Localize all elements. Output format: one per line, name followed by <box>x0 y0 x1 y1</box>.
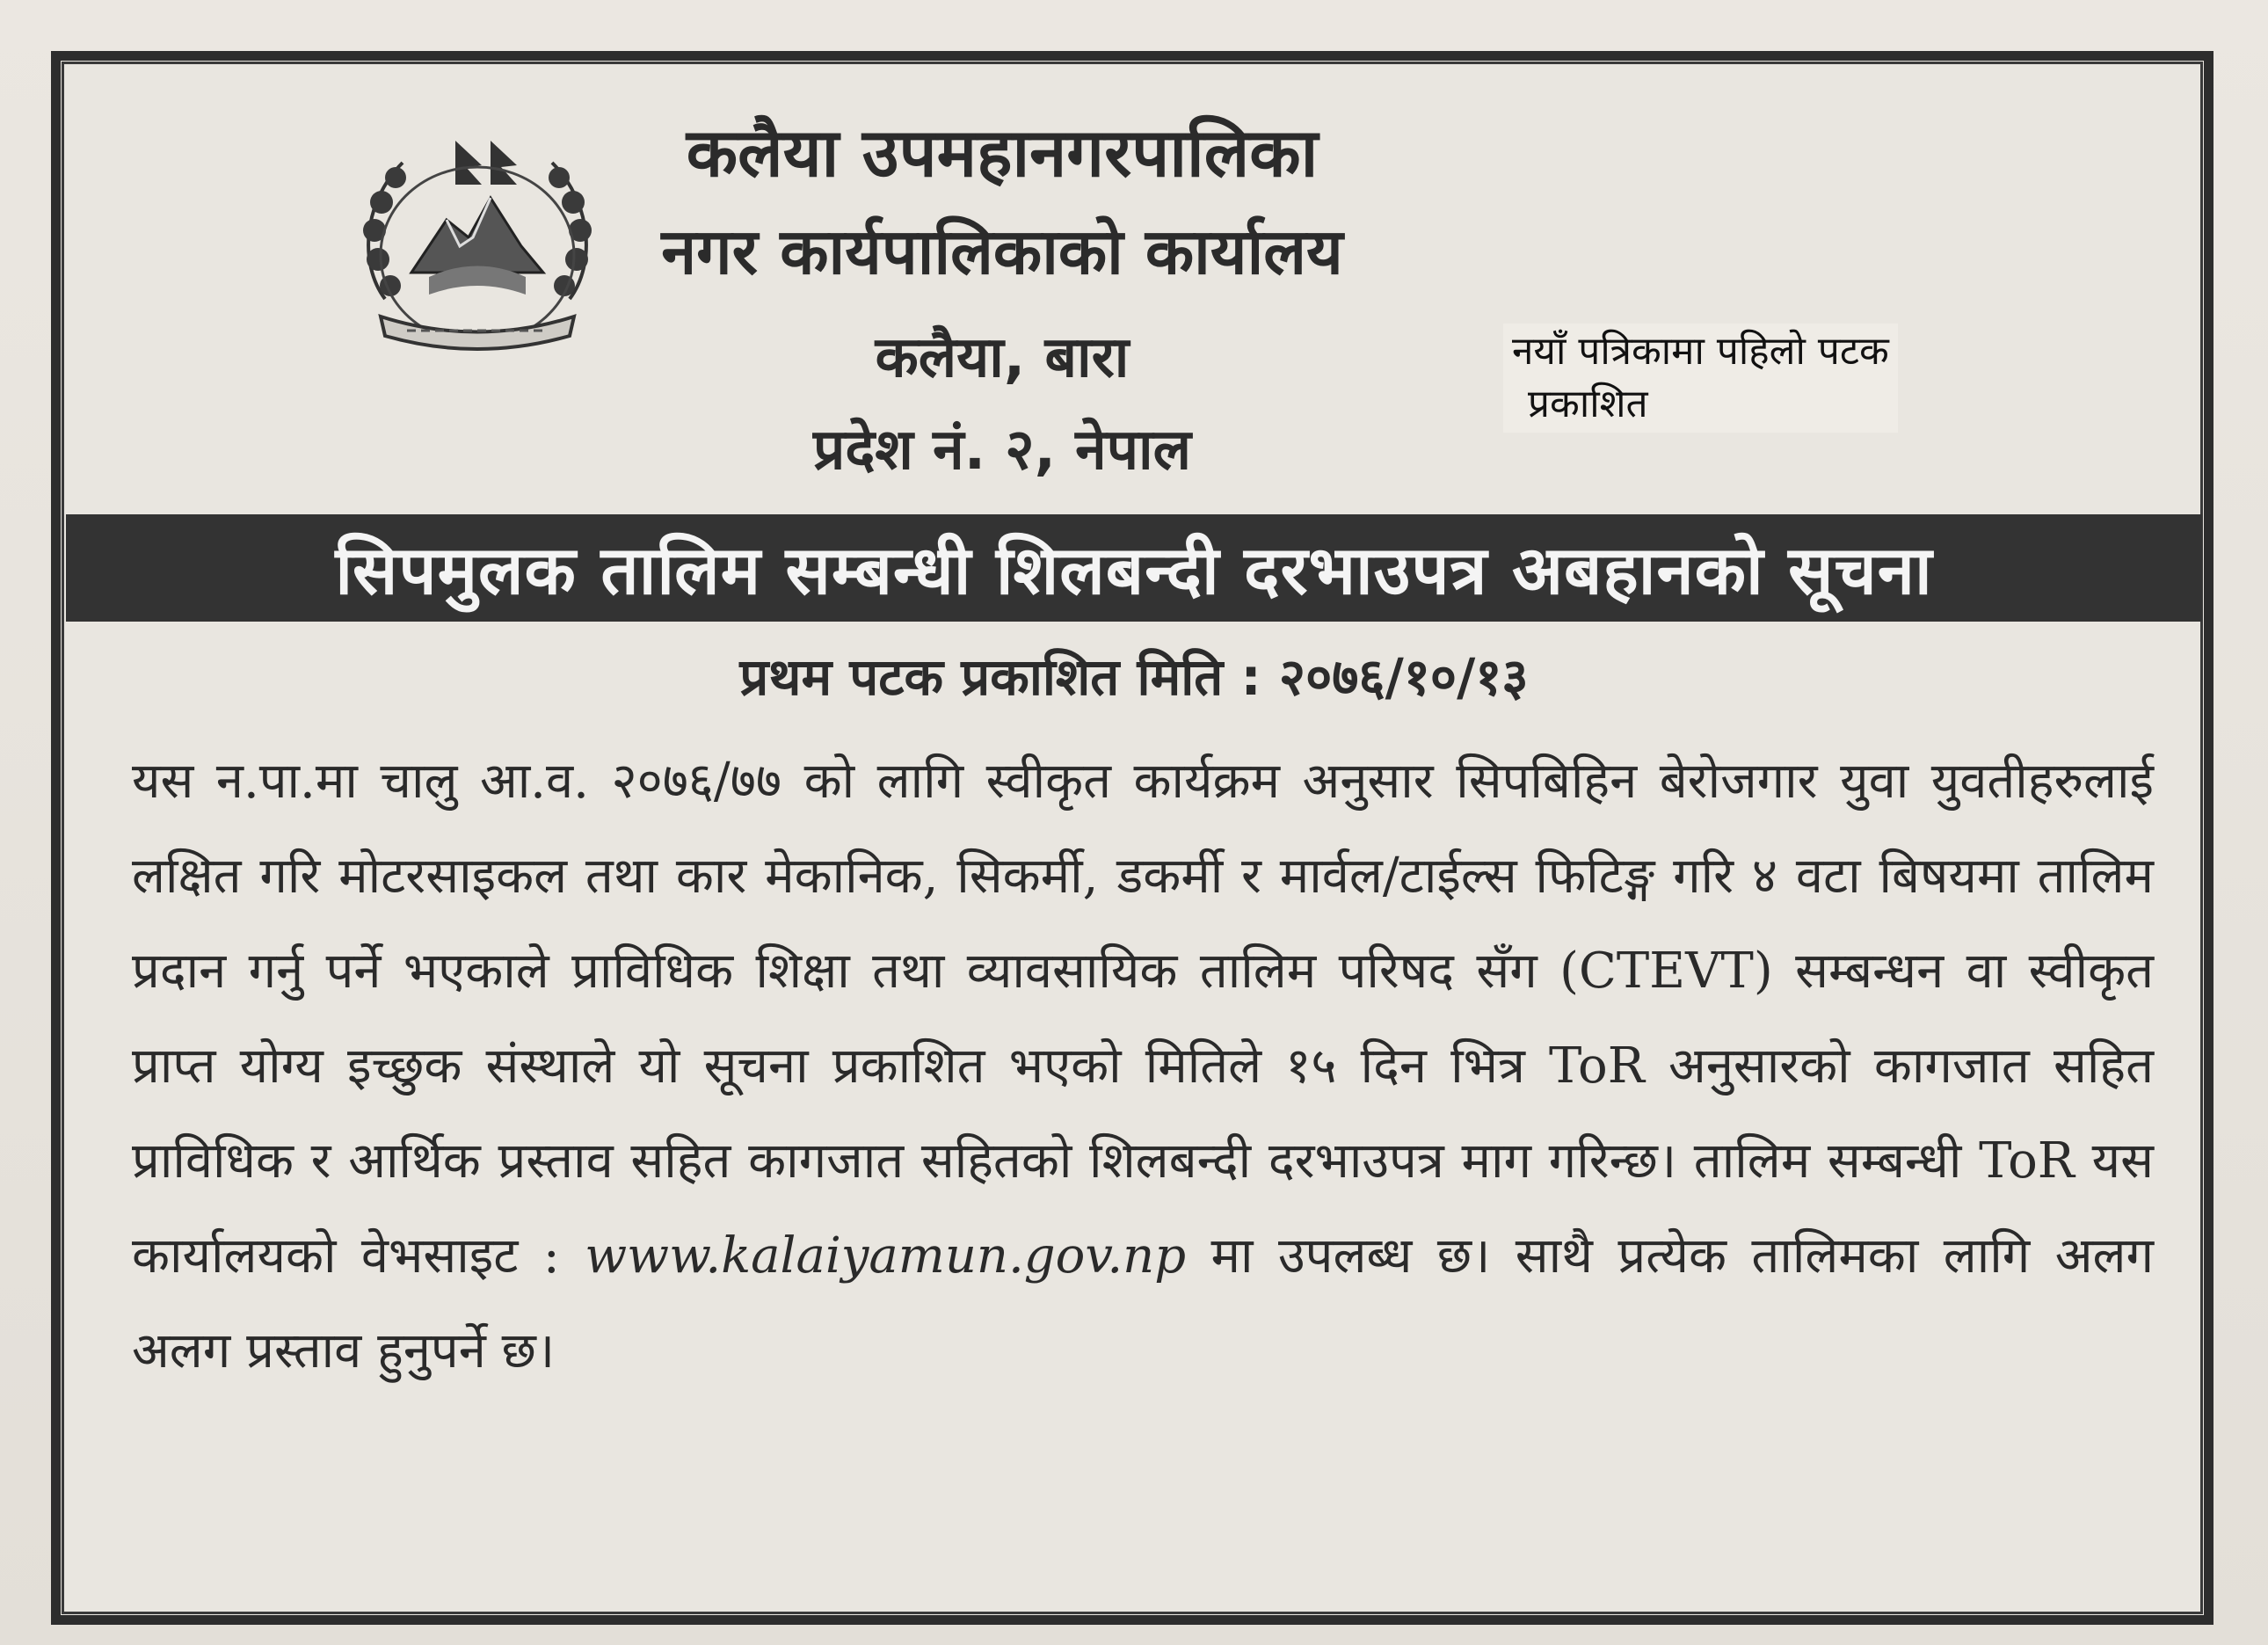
office-name: कलैया उपमहानगरपालिका <box>686 113 1319 192</box>
published-note <box>1503 324 1898 433</box>
notice-title-banner <box>66 514 2202 622</box>
office-province: प्रदेश नं. २, नेपाल <box>812 418 1192 483</box>
published-note-line1: नयाँ पत्रिकामा पहिलो पटक <box>1512 329 1889 374</box>
published-note-line2: प्रकाशित <box>1528 382 1648 426</box>
website-link[interactable]: www.kalaiyamun.gov.np <box>585 1227 1187 1285</box>
office-subtitle: नगर कार्यपालिकाको कार्यालय <box>661 215 1343 288</box>
office-city: कलैया, बारा <box>875 325 1130 390</box>
first-published-date: प्रथम पटक प्रकाशित मिति : २०७६/१०/१३ <box>739 647 1529 707</box>
notice-title: सिपमुलक तालिम सम्बन्धी शिलबन्दी दरभाउपत्र अबहानको सूचना <box>335 530 1933 609</box>
notice-body <box>132 734 2154 1399</box>
notice-body-part1: यस न.पा.मा चालु आ.व. २०७६/७७ को लागि स्वीकृत कार्यक्रम अनुसार सिपबिहिन बेरोजगार युवा युवतीहरुलाई लक्षित गरि मोटरसाइकल तथा कार मेकानिक, सिकर्मी, डकर्मी र मार्वल/टाईल्स फिटिङ्ग गरि ४ वटा बिषयमा तालिम प्रदान गर्नु पर्ने भएकाले प्राविधिक शिक्षा तथा व्यावसायिक तालिम परिषद सँग (CTEVT) सम्बन्धन वा स्वीकृत प्राप्त योग्य इच्छुक संस्थाले यो सूचना प्रकाशित भएको मितिले १५ दिन भित्र ToR अनुसारको कागजात सहित प्राविधिक र आर्थिक प्रस्ताव सहित कागजात सहितको शिलबन्दी दरभाउपत्र माग गरिन्छ। तालिम सम्बन्धी ToR यस कार्यालयको वेभसाइट : <box>132 753 2154 1285</box>
notice-body-part2: मा उपलब्ध छ। साथै प्रत्येक तालिमका लागि अलग अलग प्रस्ताव हुनुपर्ने छ। <box>132 1227 2154 1379</box>
